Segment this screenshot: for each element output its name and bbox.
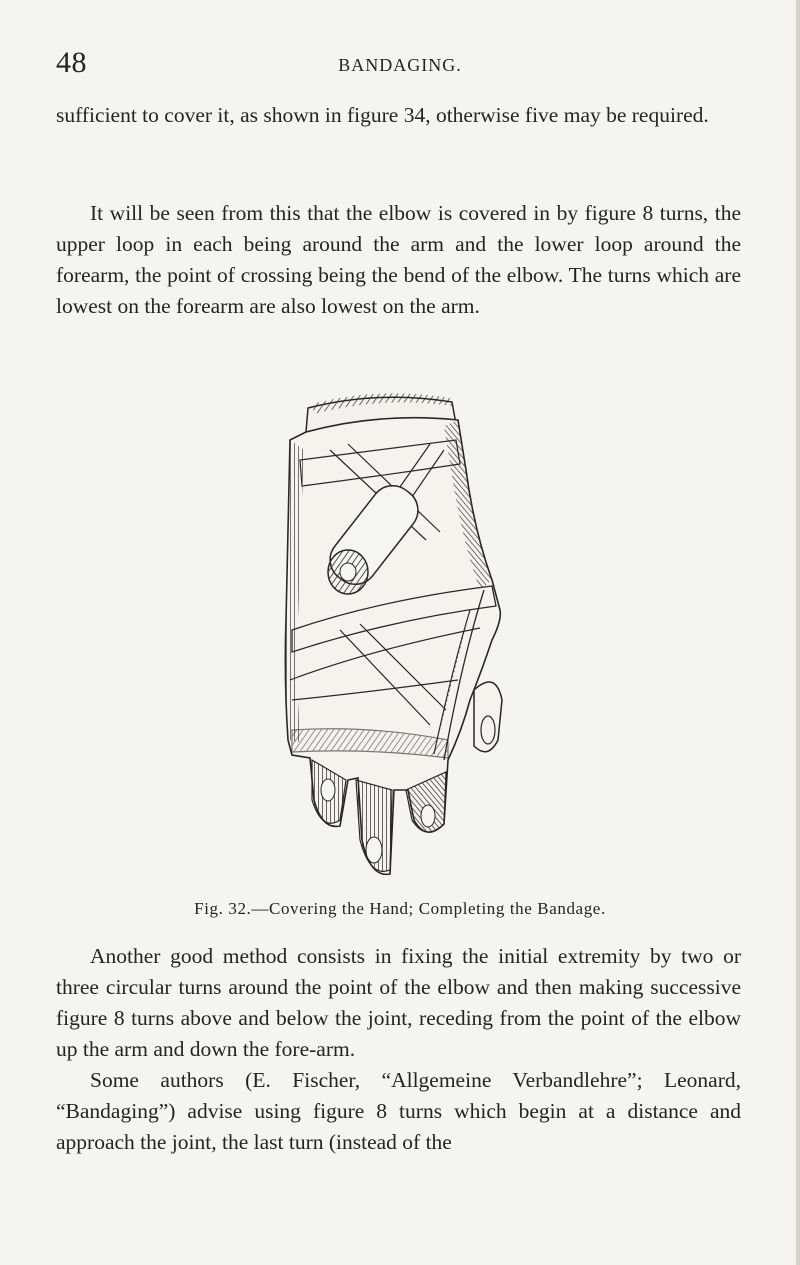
paragraph-elbow: It will be seen from this that the elbow is covered in by figure 8 turns, the upper loop in each being around the arm and the lower loop around the forearm, the point of crossing being the bend of the elbow. The turns which are lowest on the forearm are also lowest on the arm.	[56, 201, 741, 318]
bandaged-hand-illustration	[230, 380, 520, 890]
figure-caption: Fig. 32.—Covering the Hand; Completing the Bandage.	[194, 899, 606, 918]
figure-bandaged-hand	[230, 380, 520, 890]
page-number: 48	[56, 46, 87, 79]
paragraph-method: Another good method consists in fixing the initial extremity by two or three circular turns around the point of the elbow and then making successive figure 8 turns above and below the joint, receding from the point of the elbow up the arm and down the fore-arm.	[56, 944, 741, 1061]
running-head: BANDAGING.	[338, 55, 462, 75]
page-edge	[796, 0, 800, 1265]
paragraph-continuation: sufficient to cover it, as shown in figure 34, otherwise five may be required.	[56, 103, 709, 127]
paragraph-authors: Some authors (E. Fischer, “Allgemeine Verbandlehre”; Leonard, “Bandaging”) advise using figure 8 turns which begin at a distance and approach the joint, the last turn (instead of the	[56, 1068, 741, 1154]
